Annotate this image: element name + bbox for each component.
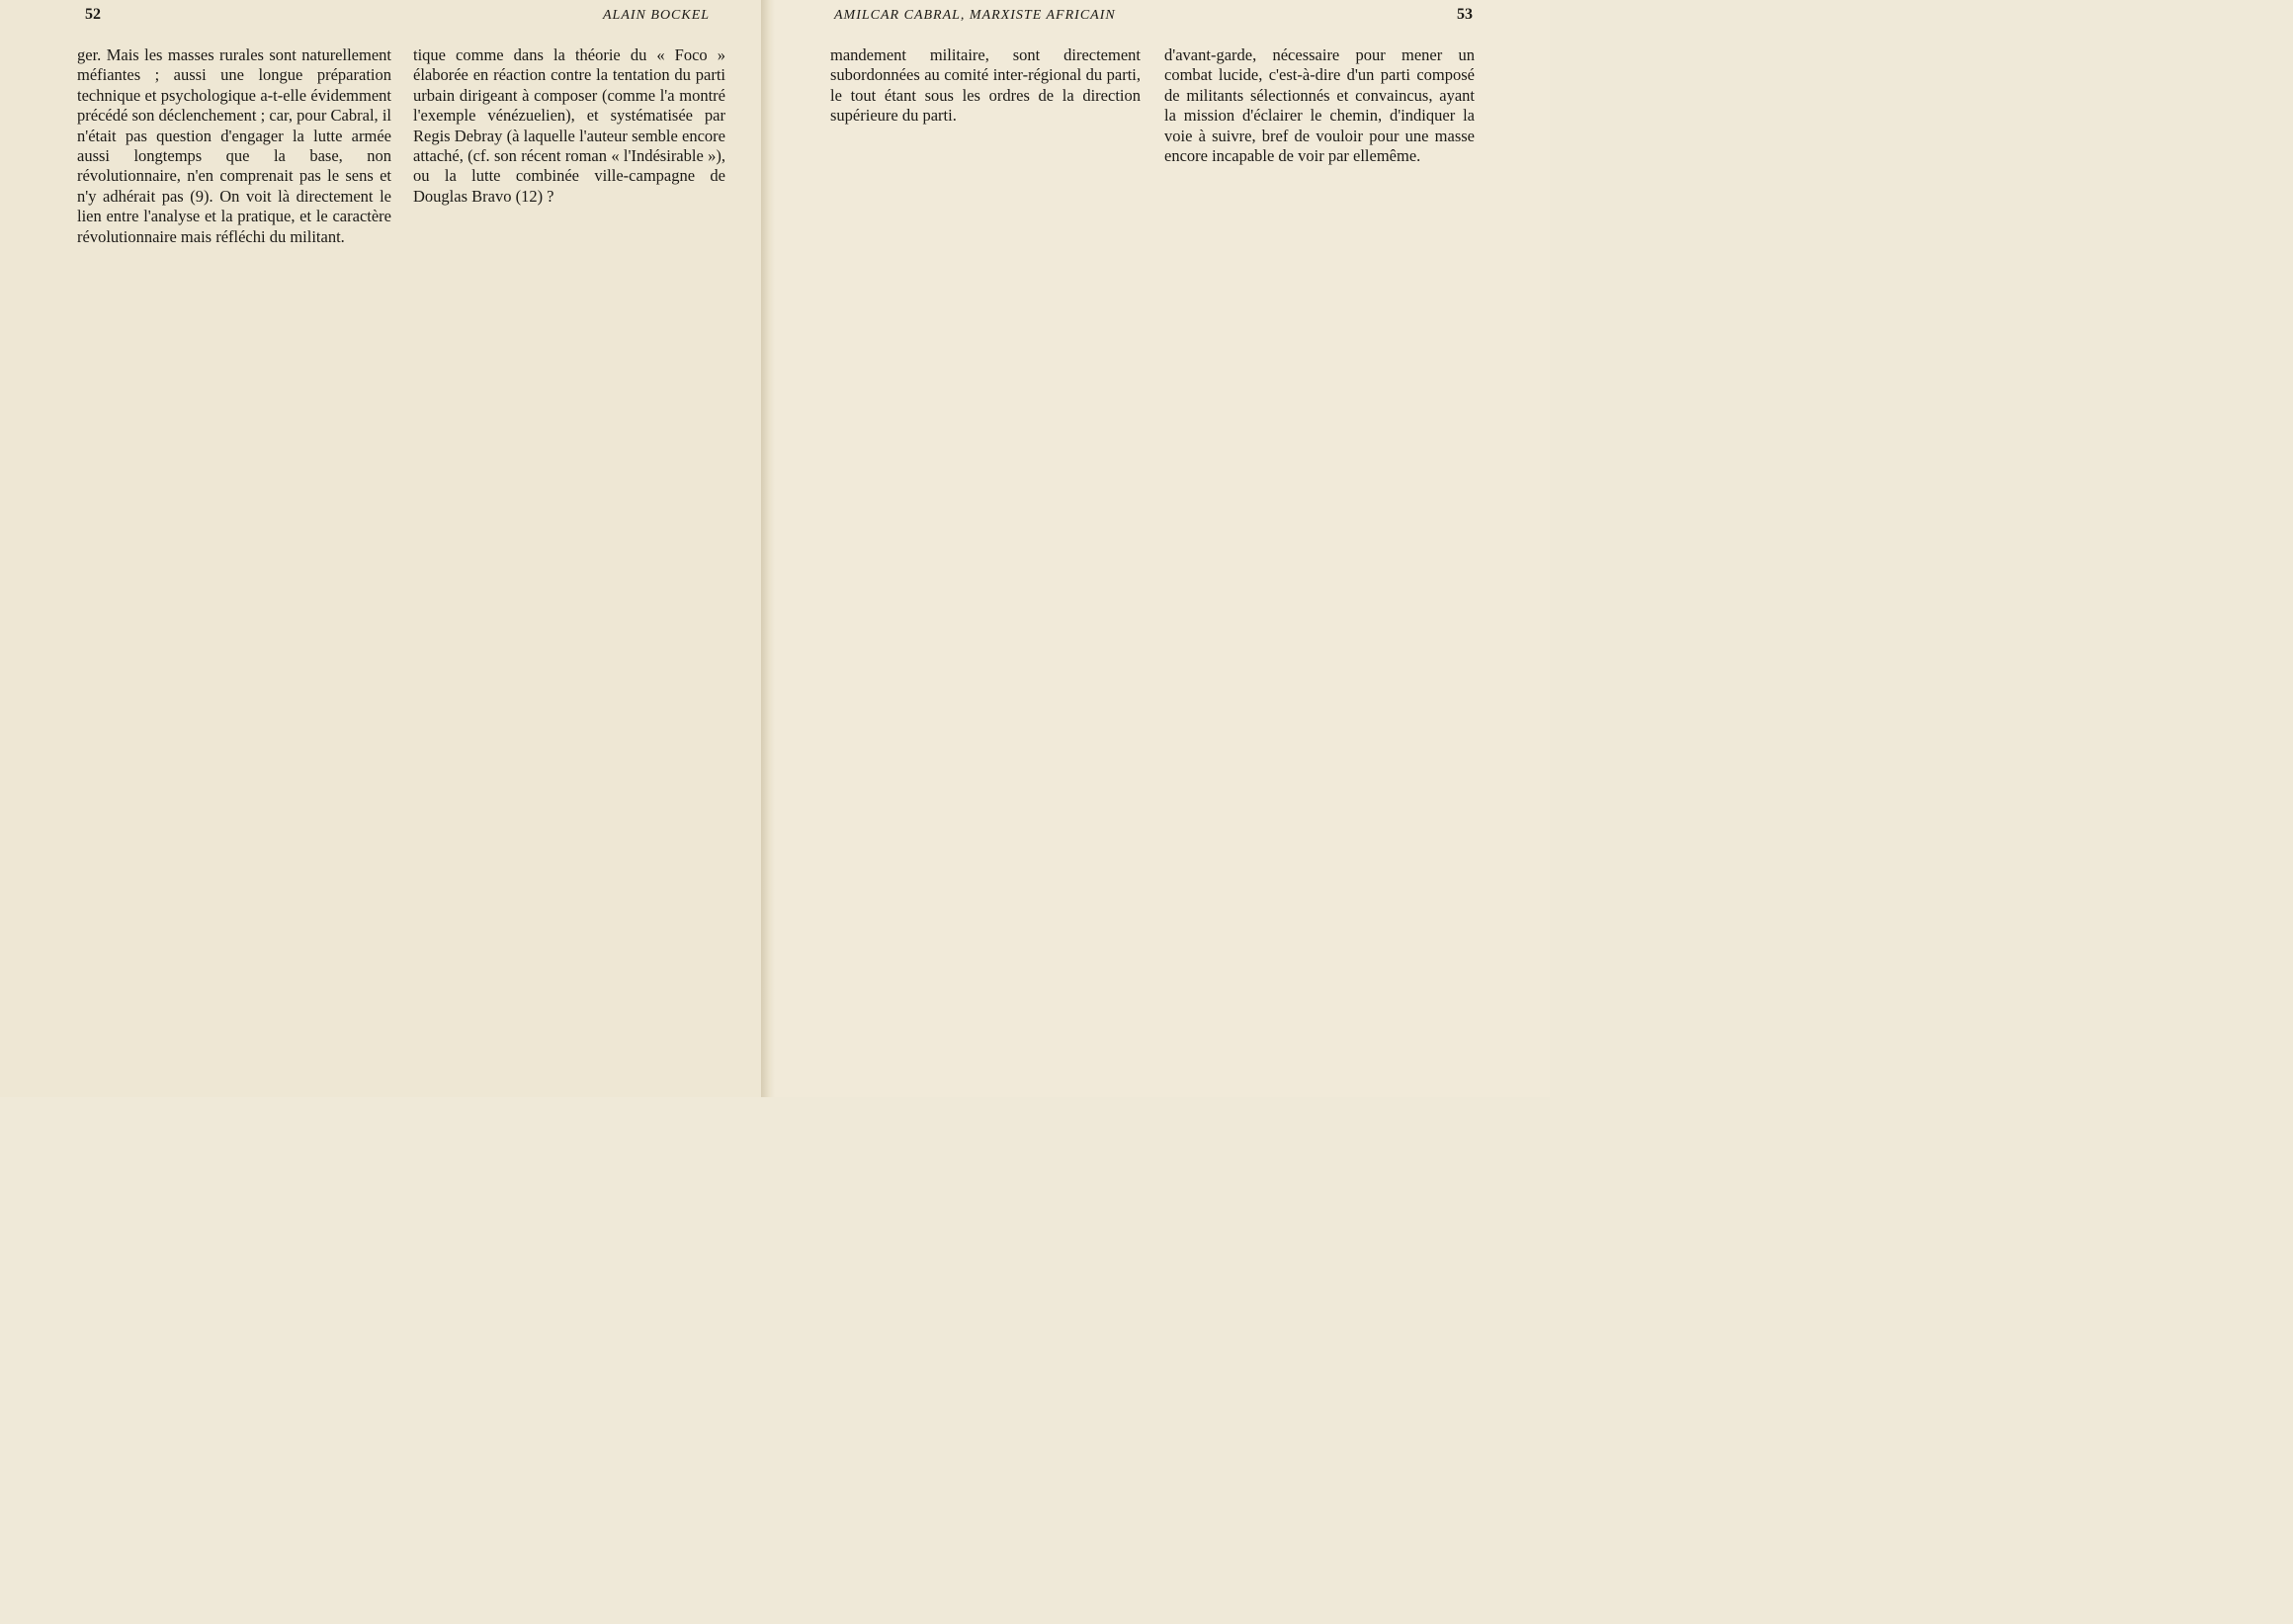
left-running-head: ALAIN BOCKEL: [603, 8, 711, 23]
left-column-2: [413, 45, 725, 214]
right-col1-text: mandement militaire, sont directement subordonnées au comité inter-régional du parti, le tout étant sous les ordres de la direction supérieure du parti.: [830, 45, 1141, 126]
right-col2-text: d'avant-garde, nécessaire pour mener un combat lucide, c'est-à-dire d'un parti composé de militants sélectionnés et convaincus, ayant la mission d'éclairer le chemin, d'indiquer la voie à suivre, bref de vouloir pour une masse encore incapable de voir par ellemême.: [1164, 45, 1475, 166]
left-col1-text: ger. Mais les masses rurales sont naturellement méfiantes ; aussi une longue préparation technique et psychologique a-t-elle évidemment précédé son déclenchement ; car, pour Cabral, il n'était pas question d'engager la lutte armée aussi longtemps que la base, non révolutionnaire, n'en comprenait pas le sens et n'y adhérait pas (9). On voit là directement le lien entre l'analyse et la pratique, et le caractère révolutionnaire mais réfléchi du militant.: [77, 45, 391, 246]
right-column-1: [830, 45, 1141, 134]
right-column-2: [1164, 45, 1475, 174]
spine-gutter: [761, 0, 775, 1097]
right-page-number: 53: [1457, 6, 1473, 23]
left-page-number: 52: [85, 6, 101, 23]
book-spread: [0, 0, 1550, 1097]
left-column-1: [77, 45, 391, 255]
left-page: [0, 0, 761, 1097]
right-page: [775, 0, 1550, 1097]
left-col2-text: tique comme dans la théorie du « Foco » élaborée en réaction contre la tentation du parti urbain dirigeant à composer (comme l'a montré l'exemple vénézuelien), et systématisée par Regis Debray (à laquelle l'auteur semble encore attaché, (cf. son récent roman « l'Indésirable »), ou la lutte combinée ville-campagne de Douglas Bravo (12) ?: [413, 45, 725, 206]
right-running-head: AMILCAR CABRAL, MARXISTE AFRICAIN: [834, 8, 1116, 23]
